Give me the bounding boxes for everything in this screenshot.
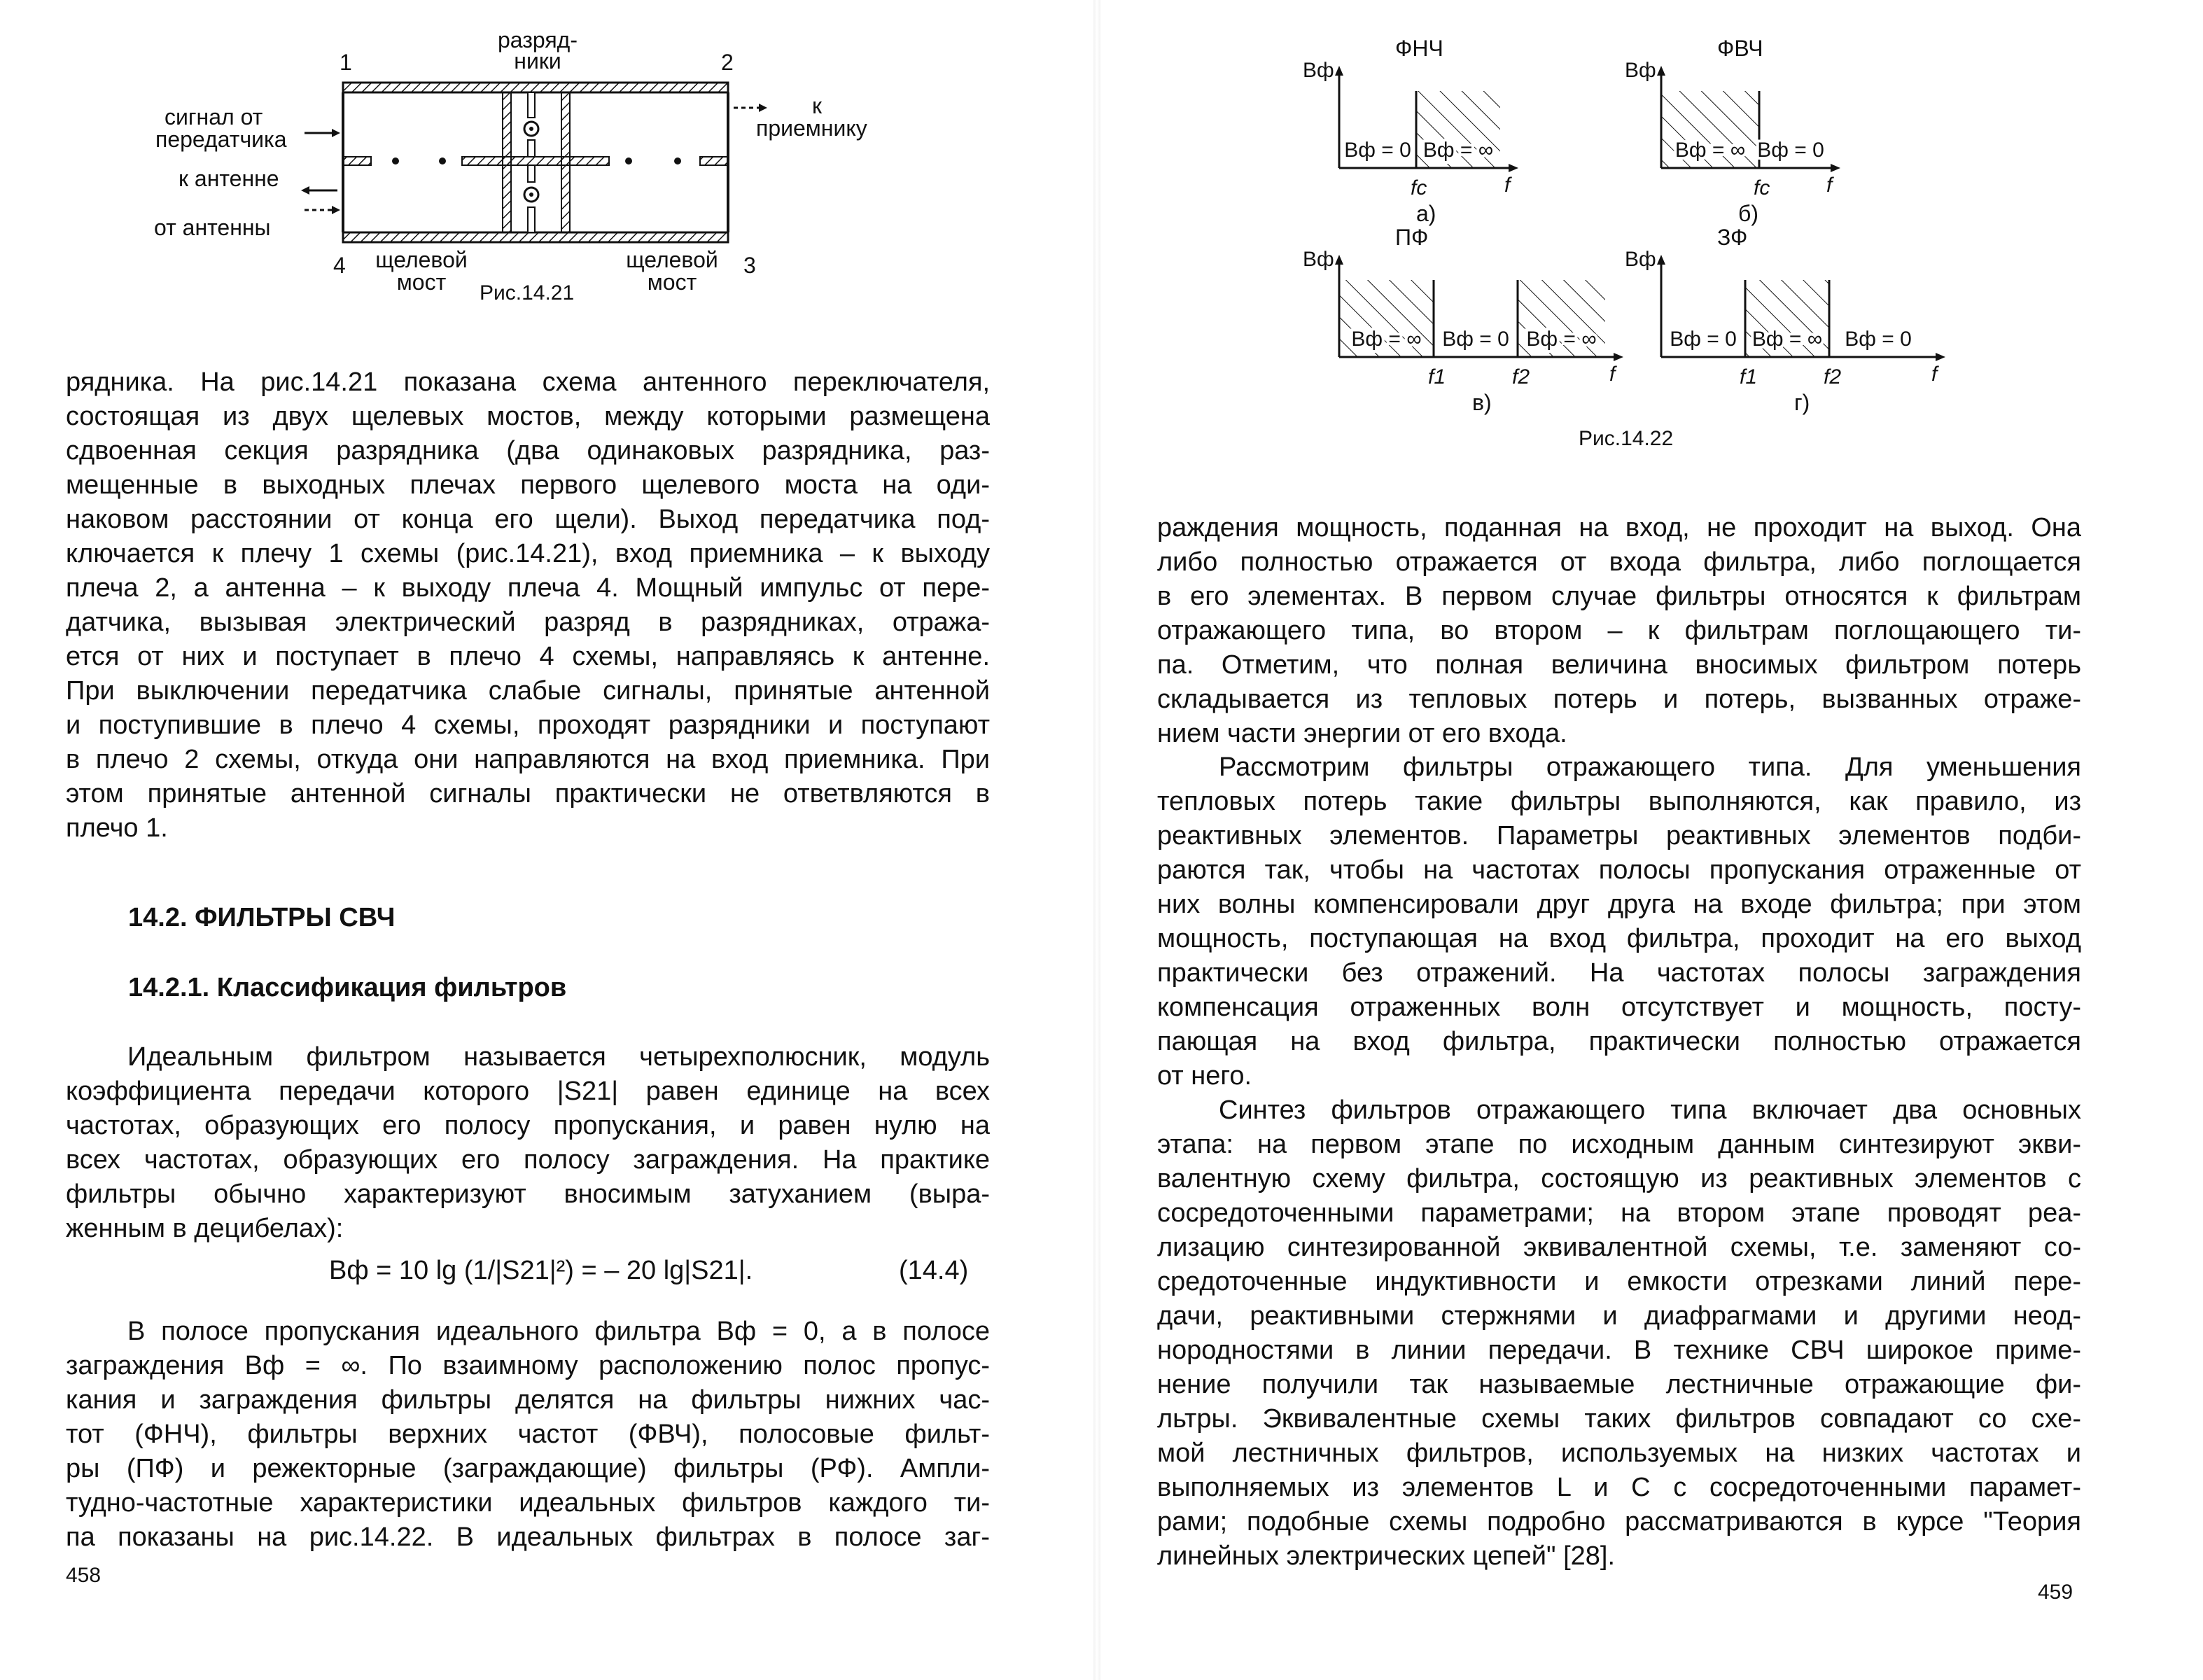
text-line: па показаны на рис.14.22. В идеальных фильтрах в полосе заг- [66, 1522, 990, 1552]
formula-number: (14.4) [899, 1256, 969, 1285]
left-paragraph-1 [66, 365, 990, 846]
panel-title: ПФ [1395, 225, 1429, 250]
region-label: Bф = 0 [1442, 328, 1509, 351]
cutoff-label: f2 [1512, 365, 1530, 388]
y-axis-label: Bф [1625, 59, 1656, 82]
port-1-label: 1 [340, 50, 352, 75]
panel-sub-label: в) [1472, 390, 1492, 415]
text-line: нородностями в линии передачи. В технике СВЧ широкое приме- [1157, 1336, 2081, 1365]
slot-bridge-left-2: мост [396, 270, 447, 295]
text-line: нием части энергии от его входа. [1157, 719, 1567, 748]
text-line: от него. [1157, 1061, 1252, 1091]
right-paragraph-2 [1157, 750, 2081, 1093]
text-line: В полосе пропускания идеального фильтра Bф = 0, а в полосе [127, 1317, 990, 1346]
text-line: и поступившие в плечо 4 схемы, проходят разрядники и поступают [66, 710, 990, 740]
panel-title: ЗФ [1717, 225, 1748, 250]
left-paragraph-3 [66, 1315, 990, 1555]
text-line: наковом расстоянии от конца его щели). Выход передатчика под- [66, 505, 990, 534]
text-line: ры (ПФ) и режекторные (заграждающие) фильтры (РФ). Ампли- [66, 1454, 990, 1483]
to-rx-label-1: к [812, 93, 822, 118]
y-axis-label: Bф [1625, 248, 1656, 271]
region-label: Bф = ∞ [1422, 139, 1494, 162]
text-line: ется от них и поступает в плечо 4 схемы, направляясь к антенне. [66, 642, 990, 671]
region-label: Bф = ∞ [1674, 139, 1746, 162]
text-line: лизацию синтезированной эквивалентной схемы, т.е. заменяют со- [1157, 1233, 2081, 1262]
text-line: сосредоточенными параметрами; на втором этапе проводят реа- [1157, 1198, 2081, 1228]
text-line: сдвоенная секция разрядника (два одинаковых разрядника, раз- [66, 436, 990, 465]
text-line: кания и заграждения фильтры делятся на фильтры нижних час- [66, 1385, 990, 1415]
text-line: заграждения Bф = ∞. По взаимному расположению полос пропус- [66, 1351, 990, 1380]
text-line: валентную схему фильтра, состоящую из реактивных элементов с [1157, 1164, 2081, 1194]
region-label: Bф = 0 [1757, 139, 1824, 162]
text-line: либо полностью отражается от входа фильтра, либо поглощается [1157, 547, 2081, 577]
region-label: Bф = ∞ [1351, 328, 1422, 351]
text-line: нение получили так называемые лестничные отражающие фи- [1157, 1370, 2081, 1399]
text-line: пающая на вход фильтра, практически полностью отражается [1157, 1027, 2081, 1056]
text-line: частотах, образующих его полосу пропускания, и равен нулю на [66, 1111, 990, 1140]
text-line: женным в децибелах): [66, 1214, 344, 1243]
text-line: рами; подобные схемы подробно рассматриваются в курсе "Теория [1157, 1507, 2081, 1536]
slot-bridge-right-1: щелевой [626, 247, 718, 272]
from-tx-label-1: сигнал от [165, 104, 263, 130]
text-line: состоящая из двух щелевых мостов, между которыми размещена [66, 402, 990, 431]
section-heading: 14.2. ФИЛЬТРЫ СВЧ [128, 903, 396, 932]
text-line: Синтез фильтров отражающего типа включает два основных [1219, 1096, 2081, 1125]
figure-14-22-diagram [1303, 28, 2081, 420]
region-label: Bф = ∞ [1751, 328, 1823, 351]
y-axis-arrow [1335, 255, 1343, 265]
discharger-label-2: ники [514, 48, 561, 74]
text-line: дачи, реактивными стержнями и диафрагмами и другими неод- [1157, 1301, 2081, 1331]
panel-sub-label: г) [1794, 390, 1810, 415]
discharger-left-post [503, 92, 511, 232]
slot-wall-left [343, 157, 371, 165]
text-line: Идеальным фильтром называется четырехполюсник, модуль [127, 1042, 990, 1072]
to-antenna-label: к антенне [179, 166, 279, 191]
text-line: Рассмотрим фильтры отражающего типа. Для уменьшения [1219, 752, 2081, 782]
text-line: тудно-частотные характеристики идеальных фильтров каждого ти- [66, 1488, 990, 1518]
x-axis-arrow [1936, 353, 1945, 361]
text-line: фильтры обычно характеризуют вносимым затуханием (выра- [66, 1180, 990, 1209]
right-page [1101, 0, 2203, 1680]
region-label: Bф = 0 [1845, 328, 1912, 351]
x-axis-label: f [1504, 174, 1511, 197]
x-axis-arrow [1614, 353, 1623, 361]
left-page [0, 0, 1092, 1680]
x-axis-label: f [1931, 363, 1938, 386]
text-line: плечо 1. [66, 813, 168, 843]
formula-14-4: Bф = 10 lg (1/|S21|²) = – 20 lg|S21|. [329, 1256, 753, 1285]
from-tx-label-2: передатчика [155, 127, 287, 152]
text-line: них волны компенсировали друг друга на входе фильтра; при этом [1157, 890, 2081, 919]
text-line: выполняемых из элементов L и C с сосредоточенными парамет- [1157, 1473, 2081, 1502]
slot-bridge-left-1: щелевой [375, 247, 468, 272]
region-label: Bф = 0 [1670, 328, 1737, 351]
x-axis-label: f [1826, 174, 1833, 197]
text-line: средоточенные индуктивности и емкости отрезками линий пере- [1157, 1267, 2081, 1296]
text-line: тепловых потерь такие фильтры выполняются, как правило, из [1157, 787, 2081, 816]
port-3-label: 3 [743, 253, 756, 278]
figure-14-22-caption: Рис.14.22 [1579, 427, 1674, 450]
cutoff-label: f1 [1428, 365, 1446, 388]
text-line: плеча 2, а антенна – к выходу плеча 4. Мощный импульс от пере- [66, 573, 990, 603]
text-line: При выключении передатчика слабые сигналы, принятые антенной [66, 676, 990, 706]
text-line: реактивных элементов. Параметры реактивных элементов подби- [1157, 821, 2081, 850]
x-axis-arrow [1831, 164, 1840, 172]
figure-14-21-diagram [154, 27, 867, 322]
text-line: этом принятые антенной сигналы практически не ответвляются в [66, 779, 990, 808]
y-axis-label: Bф [1303, 248, 1334, 271]
panel-sub-label: б) [1738, 201, 1758, 226]
page-number-left: 458 [66, 1564, 102, 1587]
text-line: датчика, вызывая электрический разряд в разрядниках, отража- [66, 608, 990, 637]
subsection-heading: 14.2.1. Классификация фильтров [128, 973, 567, 1002]
text-line: тот (ФНЧ), фильтры верхних частот (ФВЧ), полосовые фильт- [66, 1420, 990, 1449]
text-line: мощность, поступающая на вход фильтра, проходит на его выход [1157, 924, 2081, 953]
port-4-label: 4 [333, 253, 346, 278]
y-axis-label: Bф [1303, 59, 1334, 82]
text-line: раждения мощность, поданная на вход, не проходит на выход. Она [1157, 513, 2081, 542]
slot-wall-right [700, 157, 728, 165]
port-2-label: 2 [721, 50, 734, 75]
cutoff-label: fc [1754, 176, 1770, 200]
text-line: мещенные в выходных плечах первого щелевого моста на оди- [66, 470, 990, 500]
from-antenna-label: от антенны [154, 215, 271, 240]
text-line: льтры. Эквивалентные схемы таких фильтров совпадают со схе- [1157, 1404, 2081, 1434]
region-label: Bф = 0 [1344, 139, 1411, 162]
text-line: в его элементах. В первом случае фильтры относятся к фильтрам [1157, 582, 2081, 611]
filter-panels [1303, 36, 1945, 415]
text-line: рядника. На рис.14.21 показана схема антенного переключателя, [66, 368, 990, 397]
text-line: всех частотах, образующих его полосу заграждения. На практике [66, 1145, 990, 1175]
text-line: отражающего типа, во втором – к фильтрам поглощающего ти- [1157, 616, 2081, 645]
text-line: этапа: на первом этапе по исходным данным синтезируют экви- [1157, 1130, 2081, 1159]
bottom-wall [343, 232, 728, 242]
right-paragraph-1 [1157, 511, 2081, 751]
text-line: в плечо 2 схемы, откуда они направляются на вход приемника. При [66, 745, 990, 774]
x-axis-arrow [1509, 164, 1518, 172]
slot-wall-center [462, 157, 609, 165]
text-line: коэффициента передачи которого |S21| равен единице на всех [66, 1077, 990, 1106]
discharger-right-post [561, 92, 570, 232]
text-line: складывается из тепловых потерь и потерь, вызванных отраже- [1157, 685, 2081, 714]
panel-title: ФНЧ [1395, 36, 1443, 61]
to-rx-label-2: приемнику [756, 115, 867, 141]
panel-sub-label: а) [1416, 201, 1436, 226]
x-axis-label: f [1609, 363, 1616, 386]
text-line: линейных электрических цепей" [28]. [1157, 1541, 1616, 1571]
book-fold [1093, 0, 1100, 1680]
panel-title: ФВЧ [1717, 36, 1763, 61]
text-line: ключается к плечу 1 схемы (рис.14.21), вход приемника – к выходу [66, 539, 990, 568]
text-line: компенсация отраженных волн отсутствует и мощность, посту- [1157, 993, 2081, 1022]
text-line: па. Отметим, что полная величина вносимых фильтром потерь [1157, 650, 2081, 680]
cutoff-label: f2 [1824, 365, 1842, 388]
text-line: раются так, чтобы на частотах полосы пропускания отраженные от [1157, 855, 2081, 885]
y-axis-arrow [1657, 255, 1665, 265]
right-paragraph-3 [1157, 1093, 2081, 1574]
page-number-right: 459 [2038, 1581, 2073, 1604]
y-axis-arrow [1657, 66, 1665, 76]
slot-bridge-right-2: мост [647, 270, 697, 295]
left-paragraph-2 [66, 1040, 990, 1246]
cutoff-label: fc [1411, 176, 1427, 200]
text-line: мой лестничных фильтров, используемых на низких частотах и [1157, 1438, 2081, 1468]
top-wall [343, 83, 728, 92]
cutoff-label: f1 [1740, 365, 1758, 388]
region-label: Bф = ∞ [1526, 328, 1597, 351]
text-line: практически без отражений. На частотах полосы заграждения [1157, 958, 2081, 988]
discharger-label-1: разряд- [498, 27, 578, 52]
figure-14-21-caption: Рис.14.21 [480, 281, 575, 304]
y-axis-arrow [1335, 66, 1343, 76]
